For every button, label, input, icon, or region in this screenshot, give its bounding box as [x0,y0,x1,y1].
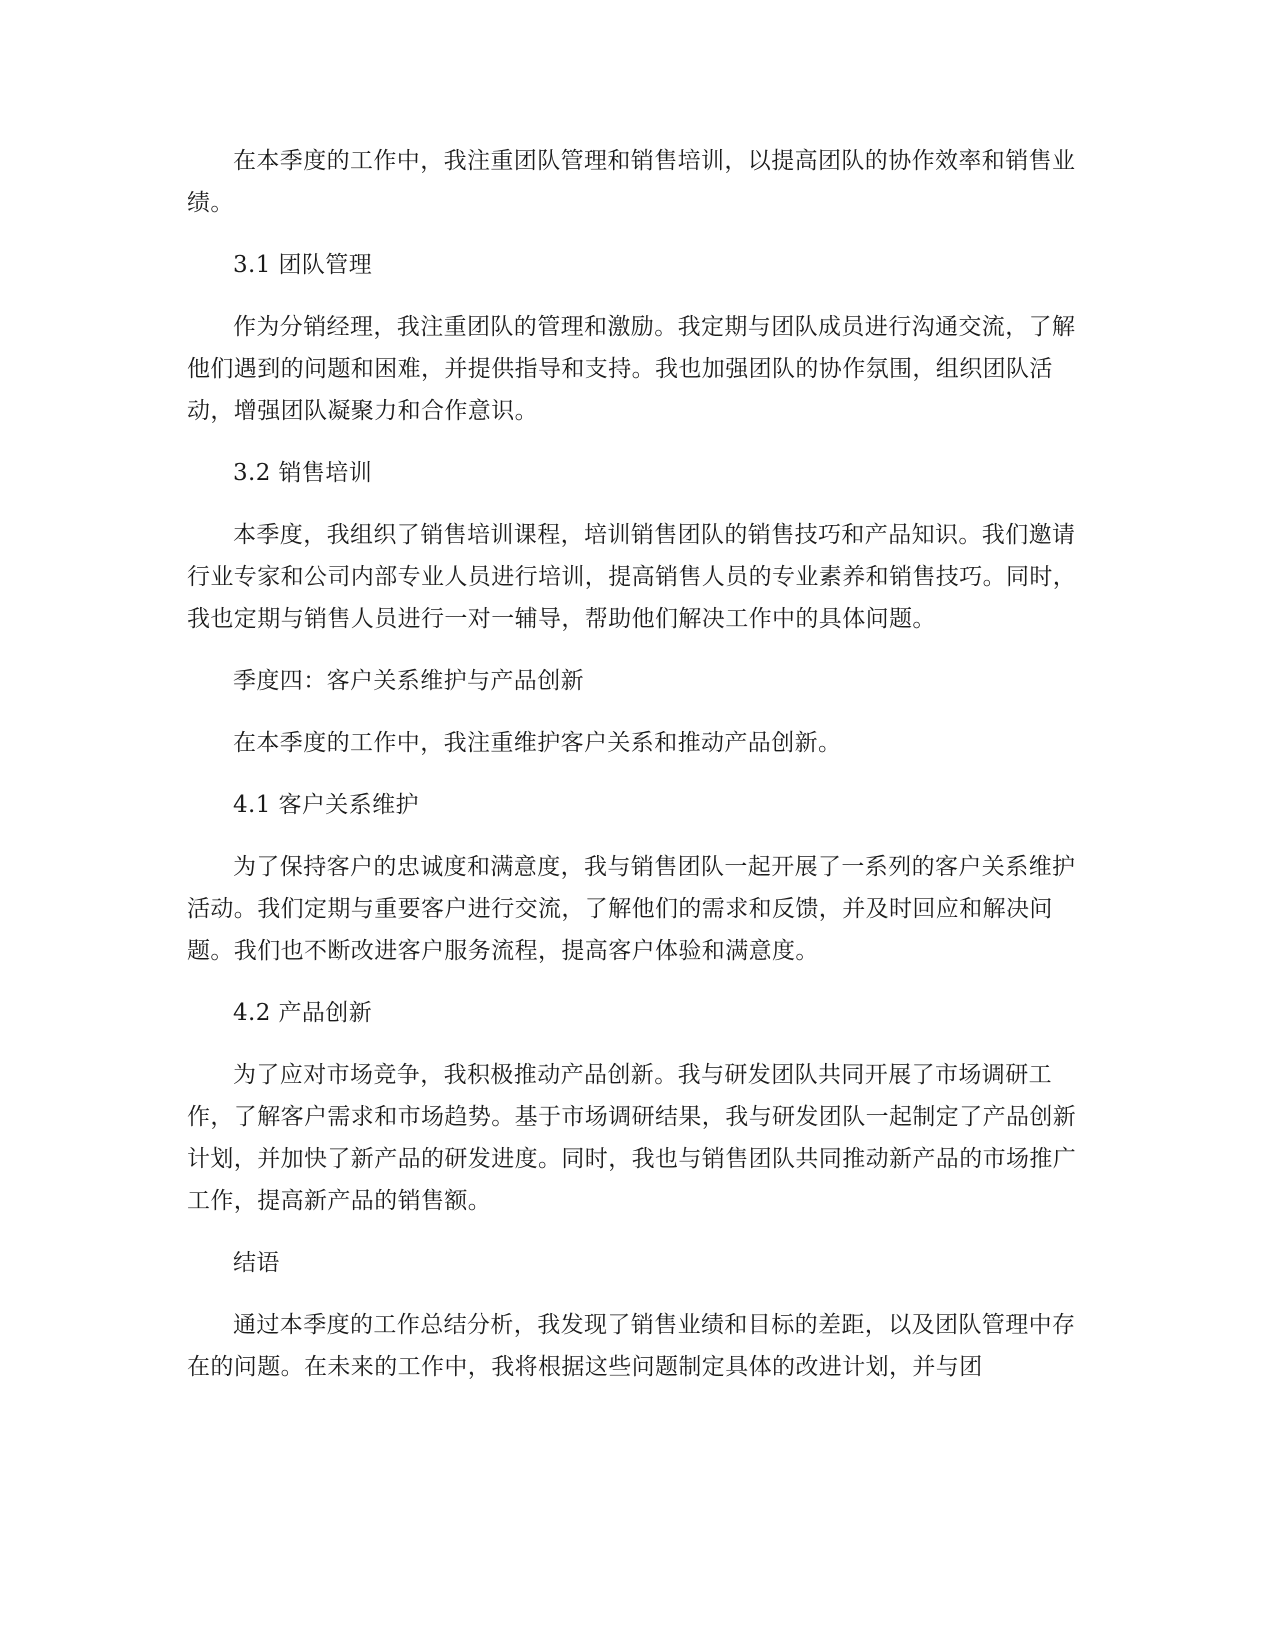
paragraph-conclusion: 通过本季度的工作总结分析，我发现了销售业绩和目标的差距，以及团队管理中存在的问题。在未来的工作中，我将根据这些问题制定具体的改进计划，并与团 [187,1312,1076,1380]
paragraph-intro-q4: 在本季度的工作中，我注重维护客户关系和推动产品创新。 [233,730,842,756]
heading-3-1-team-management: 3.1 团队管理 [233,252,373,278]
paragraph-product-innovation: 为了应对市场竞争，我积极推动产品创新。我与研发团队共同开展了市场调研工作，了解客户需求和市场趋势。基于市场调研结果，我与研发团队一起制定了产品创新计划，并加快了新产品的研发进度。同时，我也与销售团队共同推动新产品的市场推广工作，提高新产品的销售额。 [187,1062,1077,1214]
paragraph-team-management: 作为分销经理，我注重团队的管理和激励。我定期与团队成员进行沟通交流，了解他们遇到的问题和困难，并提供指导和支持。我也加强团队的协作氛围，组织团队活动，增强团队凝聚力和合作意识。 [187,314,1076,424]
heading-4-2-product-innovation: 4.2 产品创新 [233,1000,373,1026]
paragraph-intro-q3: 在本季度的工作中，我注重团队管理和销售培训，以提高团队的协作效率和销售业绩。 [187,148,1076,216]
heading-3-2-sales-training: 3.2 销售培训 [233,460,373,486]
heading-4-1-customer-relations: 4.1 客户关系维护 [233,792,419,818]
paragraph-customer-relations: 为了保持客户的忠诚度和满意度，我与销售团队一起开展了一系列的客户关系维护活动。我们定期与重要客户进行交流，了解他们的需求和反馈，并及时回应和解决问题。我们也不断改进客户服务流程，提高客户体验和满意度。 [187,854,1076,964]
heading-q4: 季度四：客户关系维护与产品创新 [233,668,584,694]
document-body [187,140,1087,1408]
paragraph-sales-training: 本季度，我组织了销售培训课程，培训销售团队的销售技巧和产品知识。我们邀请行业专家和公司内部专业人员进行培训，提高销售人员的专业素养和销售技巧。同时，我也定期与销售人员进行一对一辅导，帮助他们解决工作中的具体问题。 [187,522,1077,632]
heading-conclusion: 结语 [233,1250,280,1276]
